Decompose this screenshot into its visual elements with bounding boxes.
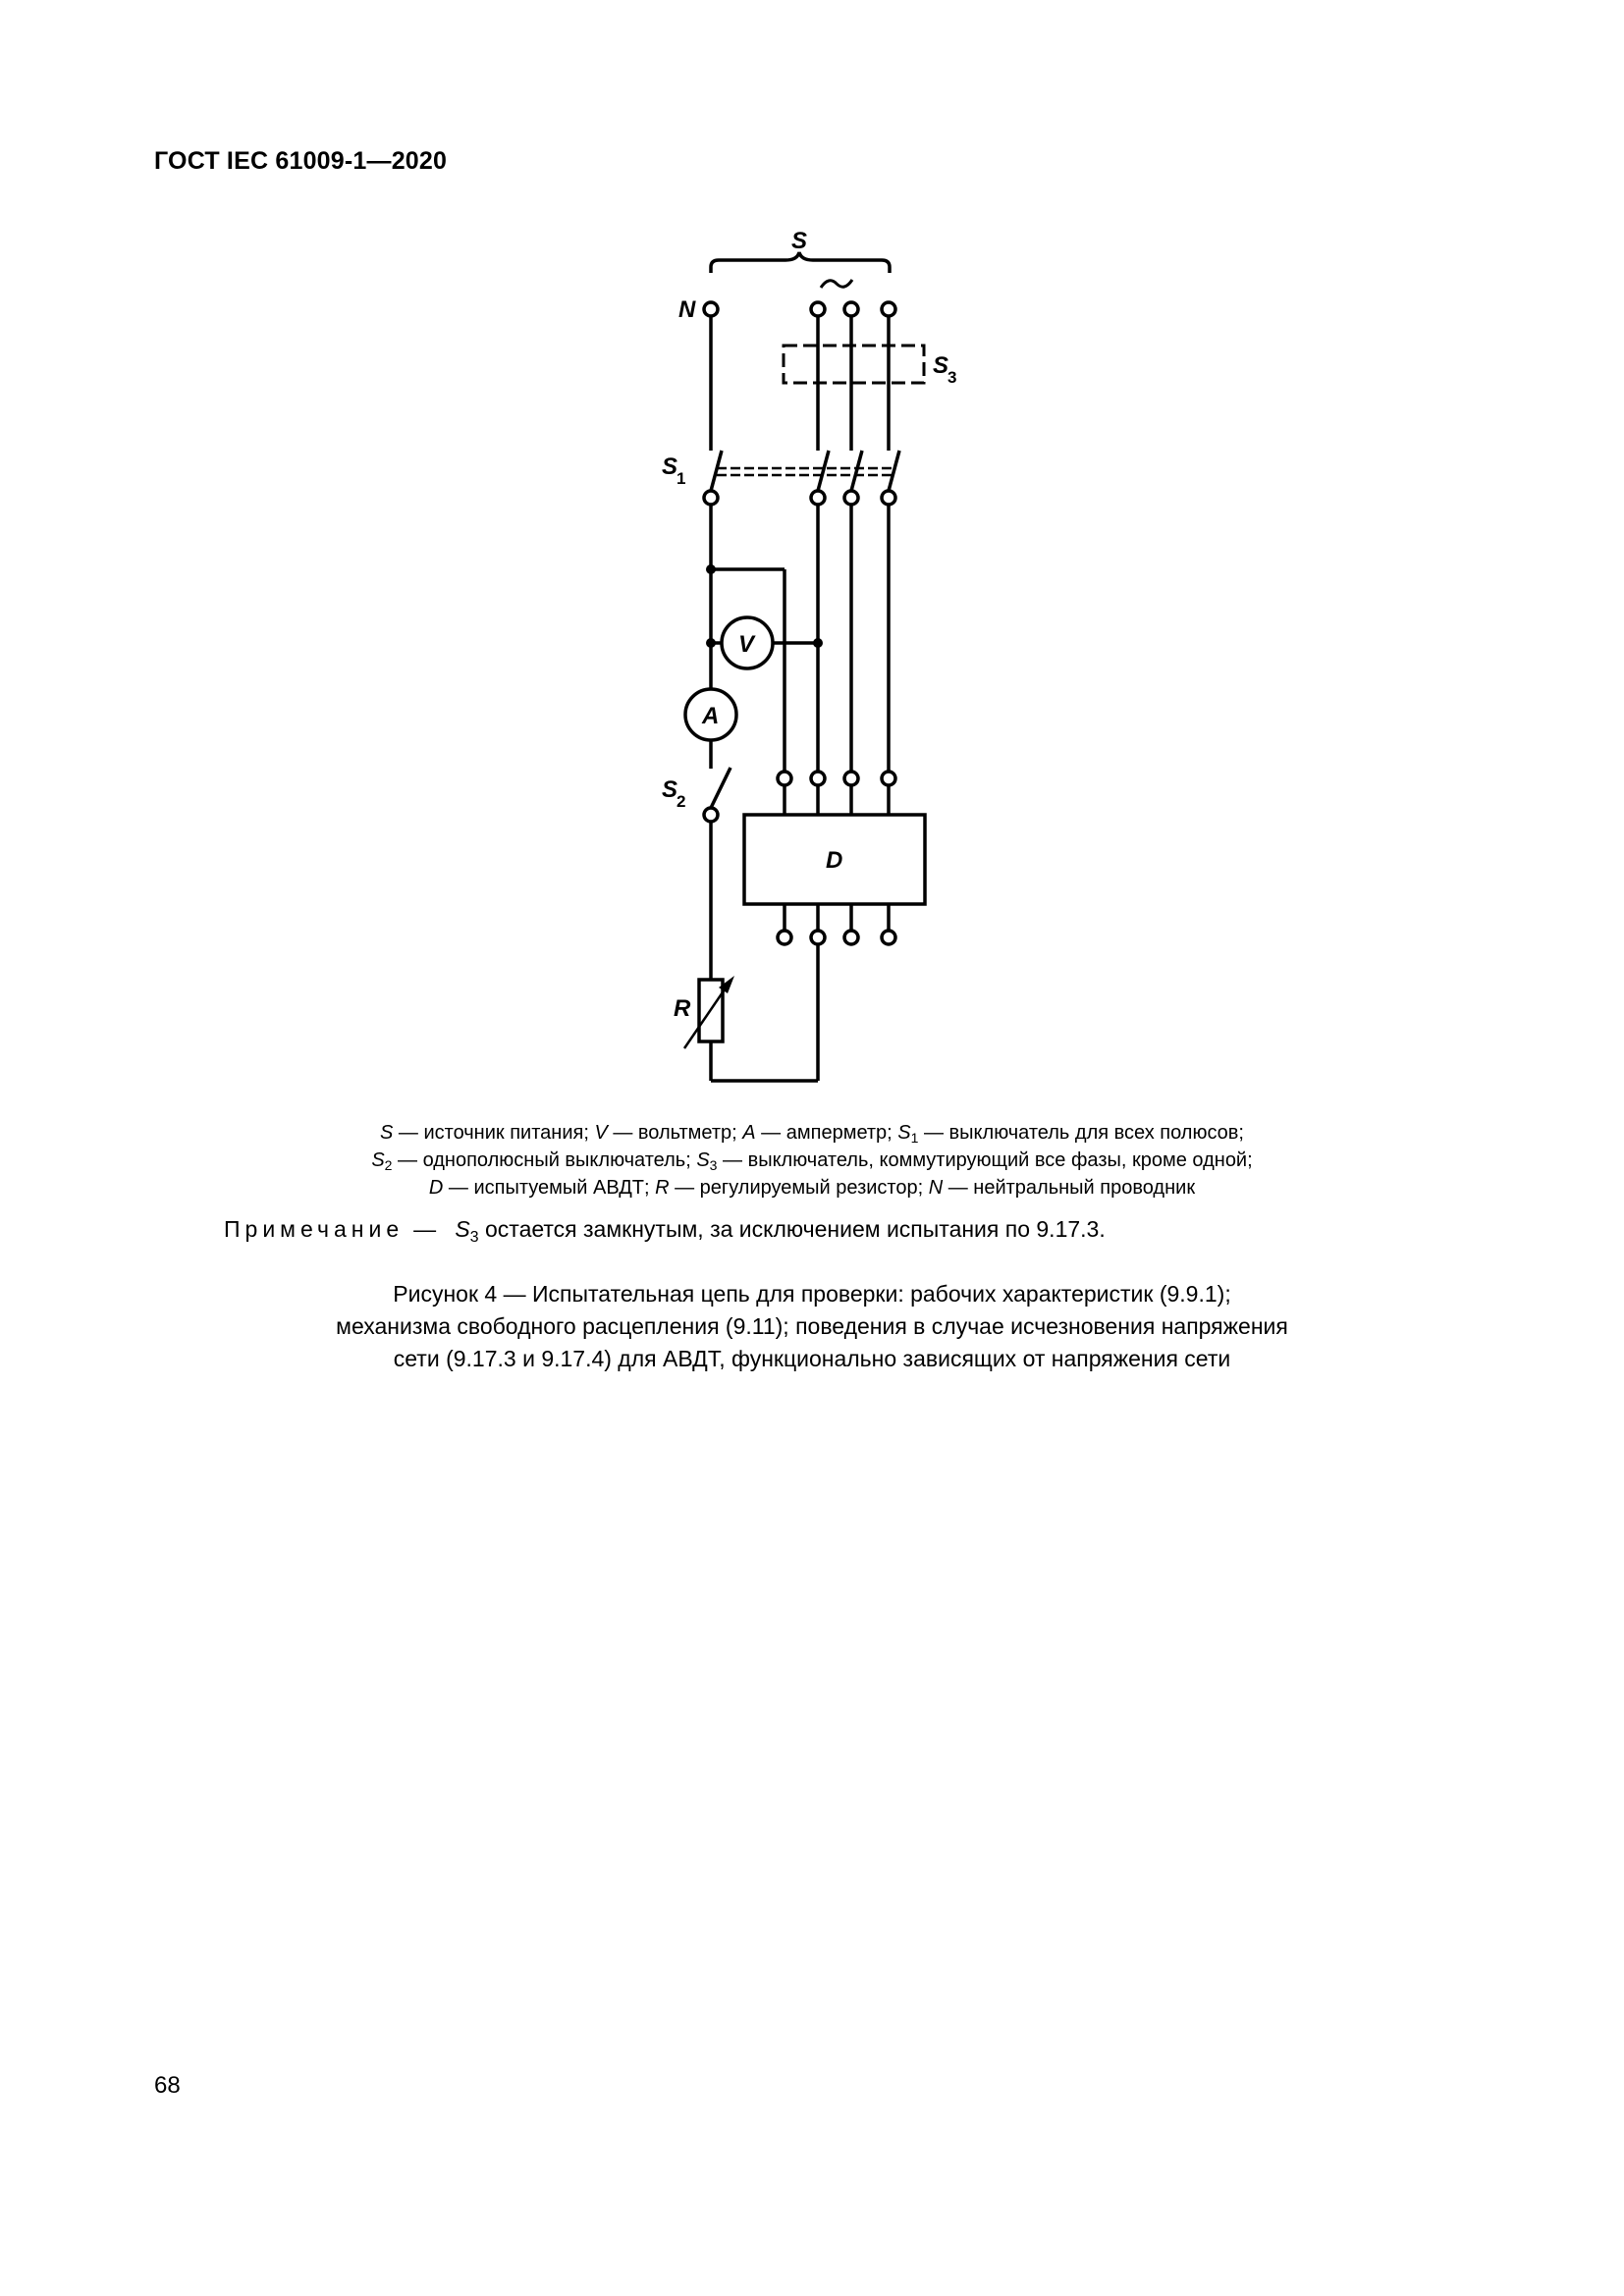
- test-circuit-diagram: [0, 0, 1624, 1099]
- label-s3-sub: 3: [947, 368, 957, 387]
- switch-s1-blade-l1: [818, 451, 829, 491]
- figure-caption-line-1: Рисунок 4 — Испытательная цепь для проверки: рабочих характеристик (9.9.1);: [393, 1281, 1231, 1307]
- label-r: R: [674, 995, 691, 1022]
- figure-caption-line-3: сети (9.17.3 и 9.17.4) для АВДТ, функционально зависящих от напряжения сети: [393, 1346, 1231, 1371]
- switch-s1-blade-l2: [851, 451, 862, 491]
- figure-note: Примечание — $S_3$ остается замкнутым, за исключением испытания по 9.17.3.: [224, 1216, 1106, 1246]
- terminal-l1: [811, 302, 825, 316]
- label-a: A: [702, 703, 720, 729]
- supply-brace: [711, 252, 890, 273]
- switch-s1-blade-l3: [889, 451, 899, 491]
- label-v: V: [738, 631, 755, 658]
- legend-line-3: D — испытуемый АВДТ; R — регулируемый резистор; N — нейтральный проводник: [428, 1177, 1196, 1199]
- document-header: ГОСТ IEC 61009-1—2020: [154, 147, 448, 175]
- label-s3: S: [933, 352, 949, 379]
- legend-line-1: S — источник питания; V — вольтметр; A — амперметр; $S_1$ — выключатель для всех полюсов;: [380, 1122, 1244, 1147]
- ac-tilde: [821, 280, 852, 288]
- label-s1-sub: 1: [677, 469, 686, 488]
- terminal-l2: [844, 302, 858, 316]
- switch-s2-terminal: [704, 808, 718, 822]
- label-s1: S: [662, 454, 678, 480]
- figure-caption-line-2: механизма свободного расцепления (9.11); поведения в случае исчезновения напряжения: [336, 1313, 1288, 1339]
- label-d: D: [826, 847, 843, 874]
- label-s: S: [791, 228, 808, 254]
- page-number: 68: [154, 2072, 181, 2099]
- terminal-l3: [882, 302, 895, 316]
- terminal-n: [704, 302, 718, 316]
- legend-line-2: $S_2$ — однополюсный выключатель; $S_3$ — выключатель, коммутирующий все фазы, кроме одной;: [371, 1149, 1253, 1174]
- resistor-arrow: [684, 987, 727, 1048]
- switch-s1-blade-n: [711, 451, 722, 491]
- switch-s3-box: [784, 346, 924, 383]
- switch-s2-blade: [711, 768, 731, 808]
- label-s2: S: [662, 776, 678, 803]
- note-label: Примечание: [224, 1216, 405, 1242]
- label-n: N: [678, 296, 696, 323]
- label-s2-sub: 2: [677, 792, 686, 811]
